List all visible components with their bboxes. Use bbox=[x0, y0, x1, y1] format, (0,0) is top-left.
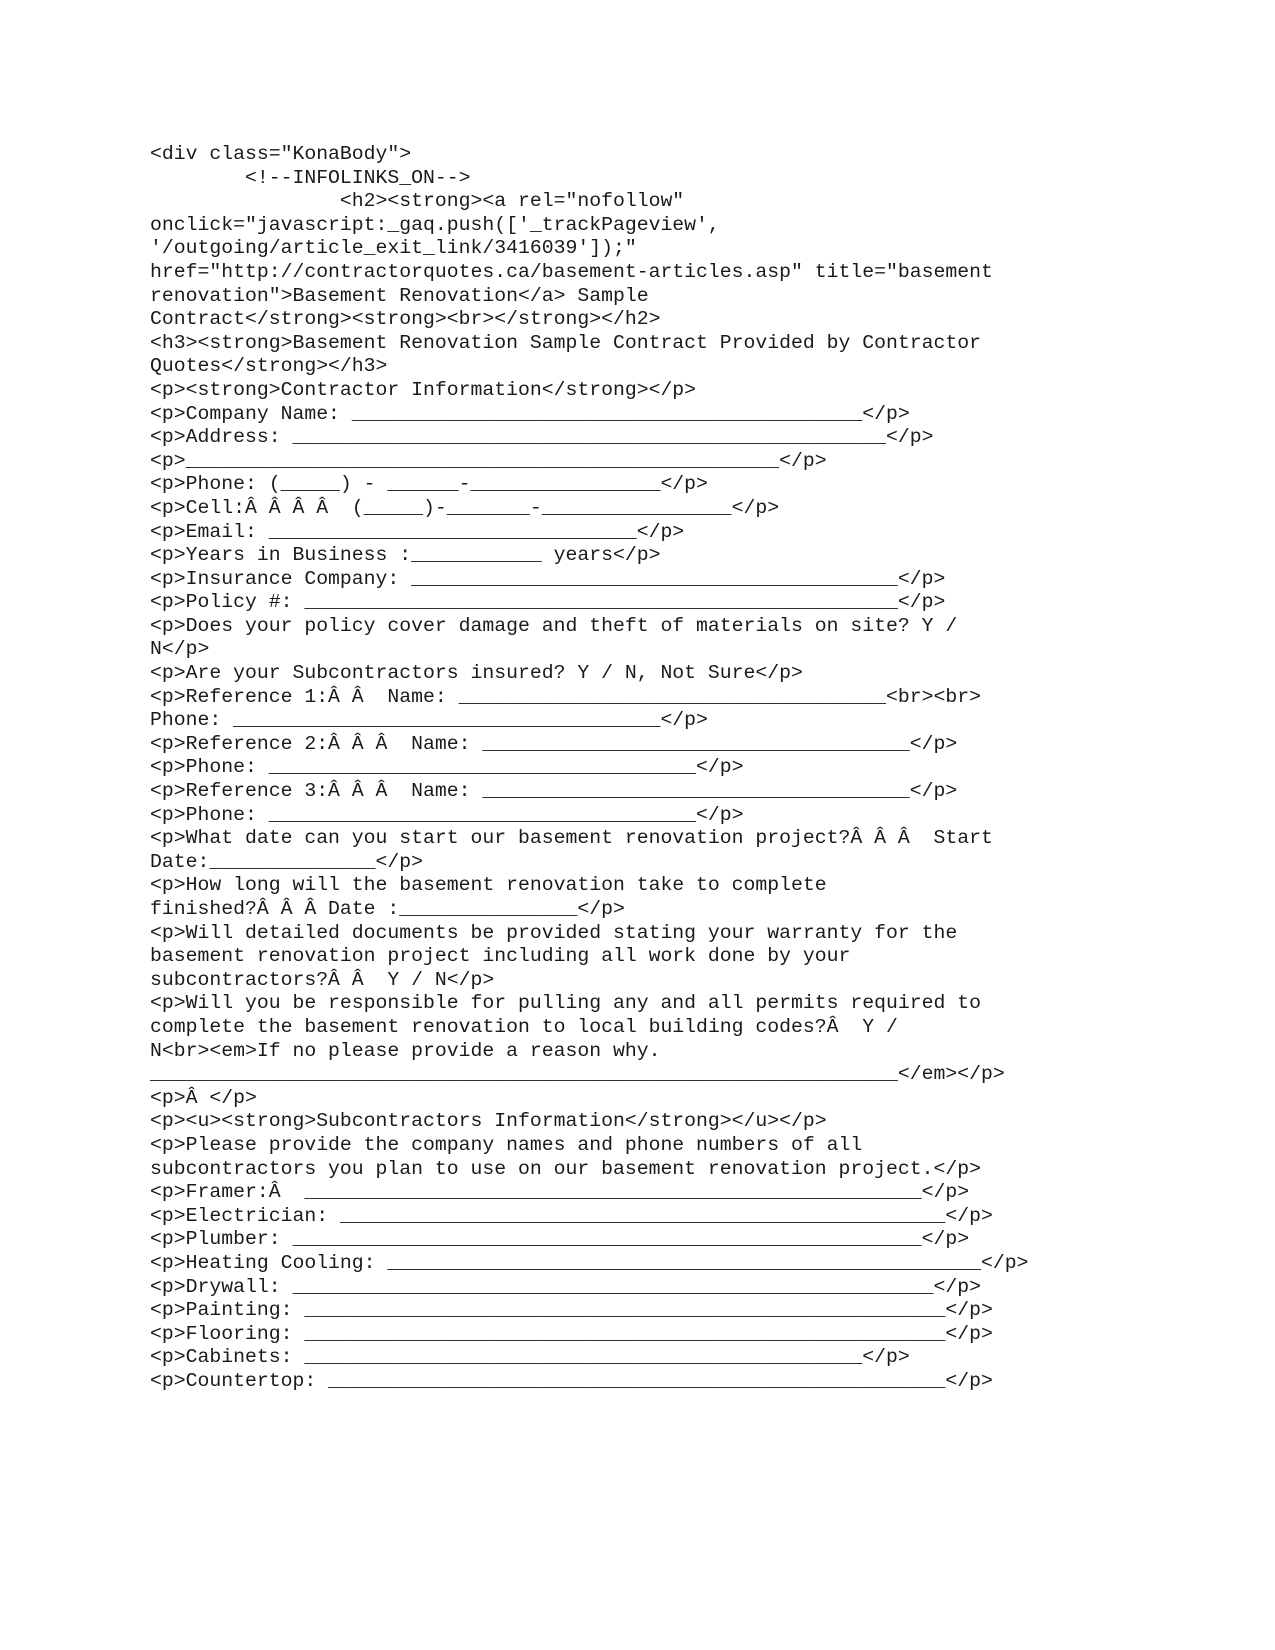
document-line: <p>Painting: ______________________________________________________</p> bbox=[150, 1299, 993, 1322]
document-line: <p>Years in Business :___________ years</p> bbox=[150, 544, 661, 567]
document-line: <p>Electrician: ___________________________________________________</p> bbox=[150, 1204, 993, 1227]
document-line: <p><u><strong>Subcontractors Information</strong></u></p> bbox=[150, 1110, 827, 1133]
document-line: <p>Plumber: _____________________________________________________</p> bbox=[150, 1228, 970, 1251]
document-line: <p>Will you be responsible for pulling any and all permits required to bbox=[150, 992, 981, 1015]
document-line: Quotes</strong></h3> bbox=[150, 355, 388, 378]
document-line: _______________________________________________________________</em></p> bbox=[150, 1063, 1005, 1086]
document-line: <h3><strong>Basement Renovation Sample Contract Provided by Contractor bbox=[150, 331, 981, 354]
document-line: Phone: ____________________________________</p> bbox=[150, 709, 708, 732]
document-line: <p>Please provide the company names and phone numbers of all bbox=[150, 1133, 863, 1156]
document-line: <p>Phone: ____________________________________</p> bbox=[150, 803, 744, 826]
document-line: <p>Does your policy cover damage and theft of materials on site? Y / bbox=[150, 614, 958, 637]
document-line: <p>Email: _______________________________</p> bbox=[150, 520, 685, 543]
document-line: <p>Cabinets: _______________________________________________</p> bbox=[150, 1346, 910, 1369]
document-body bbox=[150, 143, 1250, 1393]
document-line: N</p> bbox=[150, 638, 210, 661]
document-line: <p>Countertop: ____________________________________________________</p> bbox=[150, 1369, 993, 1392]
document-line: <p>Reference 3:Â Â Â Name: ____________________________________</p> bbox=[150, 780, 958, 803]
document-line: onclick="javascript:_gaq.push(['_trackPageview', bbox=[150, 213, 720, 236]
document-line: N<br><em>If no please provide a reason why. bbox=[150, 1039, 661, 1062]
document-line: <p>Company Name: ___________________________________________</p> bbox=[150, 402, 910, 425]
document-line: <p>Framer:Â ____________________________________________________</p> bbox=[150, 1181, 970, 1204]
document-line: subcontractors you plan to use on our basement renovation project.</p> bbox=[150, 1157, 981, 1180]
document-line: subcontractors?Â Â Y / N</p> bbox=[150, 968, 495, 991]
document-line: Date:______________</p> bbox=[150, 850, 424, 873]
document-line: <p>Heating Cooling: __________________________________________________</p> bbox=[150, 1251, 1029, 1274]
document-line: <p>Address: __________________________________________________</p> bbox=[150, 426, 934, 449]
document-line: <p><strong>Contractor Information</strong></p> bbox=[150, 378, 697, 401]
document-line: <p>Drywall: ______________________________________________________</p> bbox=[150, 1275, 981, 1298]
document-line: <p>Phone: ____________________________________</p> bbox=[150, 756, 744, 779]
document-line: <p>What date can you start our basement renovation project?Â Â Â Start bbox=[150, 827, 993, 850]
document-line: <div class="KonaBody"> bbox=[150, 143, 412, 165]
document-line: <p>Policy #: __________________________________________________</p> bbox=[150, 591, 946, 614]
document-line: <p>Cell:Â Â Â Â (_____)-_______-________________</p> bbox=[150, 496, 780, 519]
document-line: <p>Will detailed documents be provided stating your warranty for the bbox=[150, 921, 958, 944]
document-line: basement renovation project including all work done by your bbox=[150, 945, 851, 968]
document-line: Contract</strong><strong><br></strong></h2> bbox=[150, 308, 661, 331]
document-line: finished?Â Â Â Date :_______________</p> bbox=[150, 898, 625, 920]
document-line: renovation">Basement Renovation</a> Sample bbox=[150, 284, 649, 307]
document-line: <p>__________________________________________________</p> bbox=[150, 449, 827, 472]
document-line: <p>Phone: (_____) - ______-________________</p> bbox=[150, 473, 708, 496]
document-line: href="http://contractorquotes.ca/basement-articles.asp" title="basement bbox=[150, 260, 993, 283]
document-line: <p>How long will the basement renovation take to complete bbox=[150, 874, 827, 897]
document-line: <p>Flooring: ______________________________________________________</p> bbox=[150, 1322, 993, 1345]
document-line: <!--INFOLINKS_ON--> bbox=[150, 166, 471, 189]
document-line: <p>Insurance Company: _________________________________________</p> bbox=[150, 567, 946, 590]
document-line: <p>Reference 1:Â Â Name: ____________________________________<br><br> bbox=[150, 685, 981, 708]
document-line: <p>Reference 2:Â Â Â Name: ____________________________________</p> bbox=[150, 732, 958, 755]
document-line: <h2><strong><a rel="nofollow" bbox=[150, 190, 685, 213]
document-line: complete the basement renovation to local building codes?Â Y / bbox=[150, 1015, 898, 1038]
document-line: '/outgoing/article_exit_link/3416039']);" bbox=[150, 237, 637, 260]
document-line: <p>Â </p> bbox=[150, 1086, 257, 1109]
document-line: <p>Are your Subcontractors insured? Y / N, Not Sure</p> bbox=[150, 662, 803, 685]
